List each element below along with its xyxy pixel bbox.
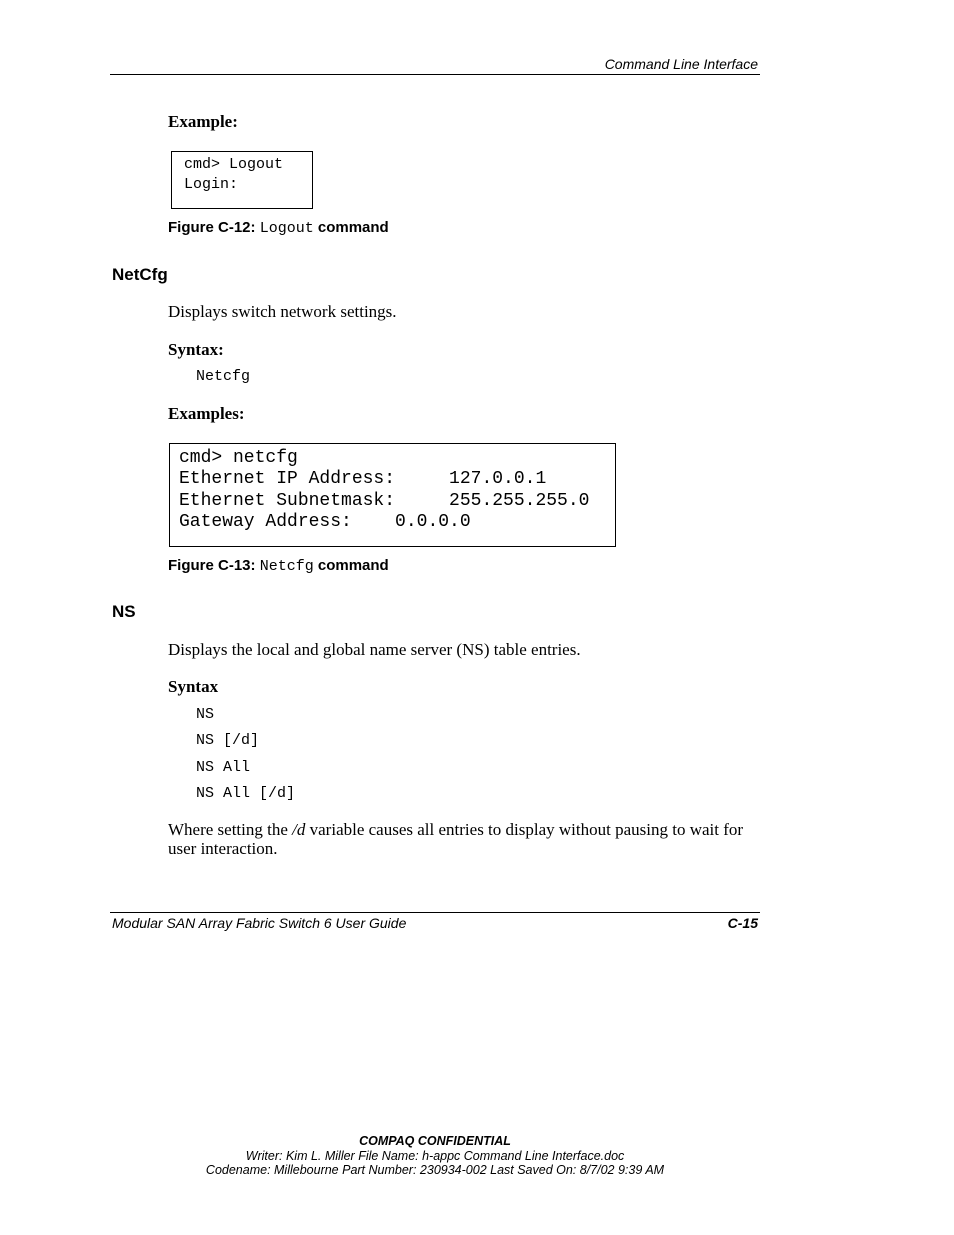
logout-code: cmd> Logout Login: [184,156,284,193]
ns-note-variable: /d [292,820,306,839]
ns-syntax-line: NS All [196,759,251,776]
page-number: C-15 [727,915,758,931]
example-label: Example: [168,112,238,131]
caption-prefix: Figure C-13: [168,557,256,574]
footer-rule [110,912,760,913]
caption-suffix: command [317,557,389,574]
ns-note [168,820,768,858]
ns-syntax-label: Syntax [168,677,219,696]
ns-note-after: variable causes all entries to display without pausing to wait for [305,820,744,839]
running-header: Command Line Interface [604,56,758,72]
ns-syntax-line: NS [196,706,215,723]
figure-caption-c13 [168,557,389,575]
netcfg-code: cmd> netcfg Ethernet IP Address: 127.0.0.1 Ethernet Subnetmask: 255.255.255.0 Gateway Address: 0.0.0.0 [179,448,590,532]
netcfg-description: Displays switch network settings. [168,302,397,321]
logout-code-box [171,151,313,209]
ns-heading: NS [112,602,136,621]
caption-suffix: command [317,219,389,236]
netcfg-code-box [169,443,616,547]
ns-syntax-line: NS All [/d] [196,785,296,802]
netcfg-heading: NetCfg [112,265,168,284]
footer-title: Modular SAN Array Fabric Switch 6 User Guide [112,915,407,931]
header-rule [110,74,760,75]
netcfg-syntax-label: Syntax: [168,340,224,359]
ns-syntax-line: NS [/d] [196,732,260,749]
writer-line: Writer: Kim L. Miller File Name: h-appc Command Line Interface.doc [245,1149,625,1163]
caption-code: Logout [259,220,314,237]
ns-description: Displays the local and global name server (NS) table entries. [168,640,581,659]
caption-prefix: Figure C-12: [168,219,256,236]
figure-caption-c12 [168,219,389,237]
codename-line: Codename: Millebourne Part Number: 230934-002 Last Saved On: 8/7/02 9:39 AM [205,1163,665,1177]
caption-code: Netcfg [259,558,314,575]
confidential-label: COMPAQ CONFIDENTIAL [359,1134,511,1148]
ns-note-before: Where setting the [168,820,293,839]
ns-note-line2: user interaction. [168,839,278,858]
netcfg-syntax-code: Netcfg [196,368,251,385]
netcfg-examples-label: Examples: [168,404,245,423]
